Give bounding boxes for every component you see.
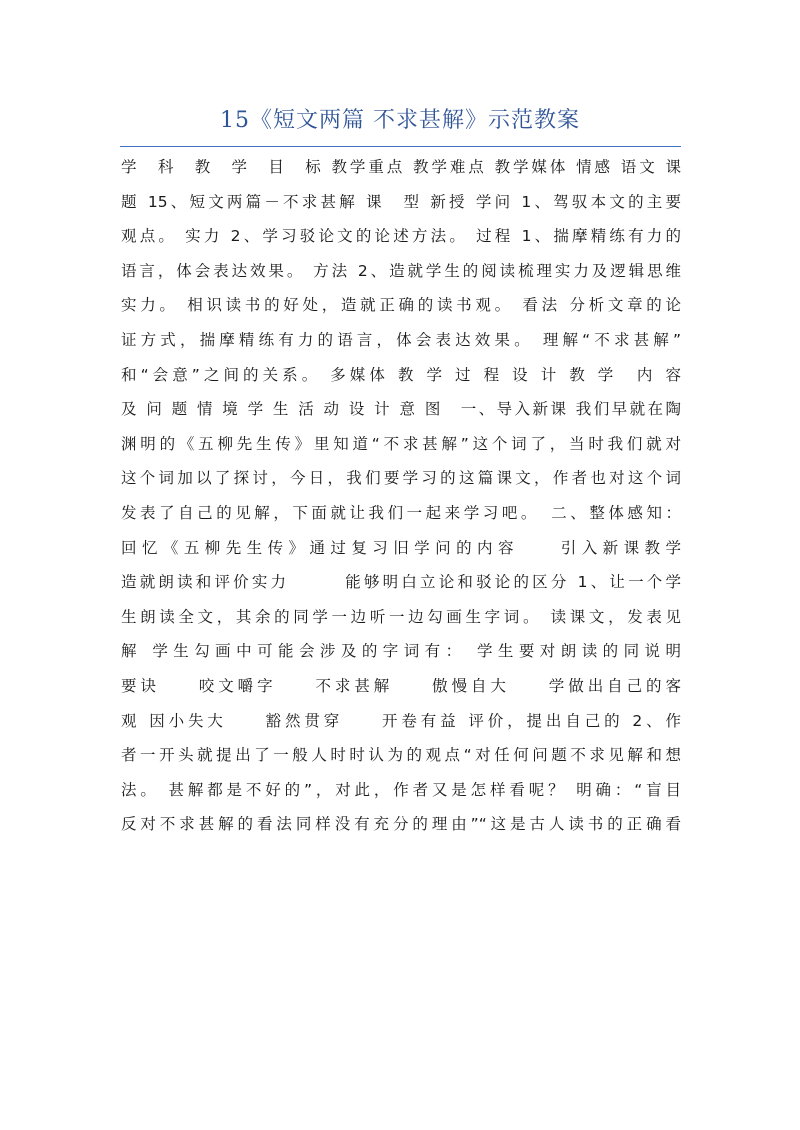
title-underline [120,146,681,147]
body-line: 发表了自己的见解，下面就让我们一起来学习吧。 二、整体感知： [121,503,681,522]
body-line: 和“会意”之间的关系。 多媒体 教 学 过 程 设 计 教 学 内 容 [121,365,681,384]
body-line: 回忆《五柳先生传》通过复习旧学问的内容 引入新课教学 [121,538,681,557]
body-line: 语言，体会表达效果。 方法 2、造就学生的阅读梳理实力及逻辑思维 [121,261,681,280]
body-line: 学 科 教 学 目 标 教学重点 教学难点 教学媒体 情感 语文 课 [121,158,681,176]
body-line: 观 因小失大 豁然贯穿 开卷有益 评价，提出自己的 2、作 [121,711,681,730]
body-line: 题 15、短文两篇－不求甚解 课 型 新授 学问 1、驾驭本文的主要 [121,192,681,211]
body-line: 反对不求甚解的看法同样没有充分的理由”“这是古人读书的正确看 [121,815,681,834]
document-body [121,150,681,842]
body-line: 渊明的《五柳先生传》里知道“不求甚解”这个词了，当时我们就对 [121,434,681,453]
body-line: 造就朗读和评价实力 能够明白立论和驳论的区分 1、让一个学 [121,573,681,592]
body-line: 证方式，揣摩精练有力的语言，体会表达效果。 理解“不求甚解” [121,330,681,349]
body-line: 生朗读全文，其余的同学一边听一边勾画生字词。 读课文，发表见 [121,607,681,626]
body-line: 要诀 咬文嚼字 不求甚解 傲慢自大 学做出自己的客 [121,676,681,695]
body-line: 观点。 实力 2、学习驳论文的论述方法。 过程 1、揣摩精练有力的 [121,227,681,246]
body-line: 实力。 相识读书的好处，造就正确的读书观。 看法 分析文章的论 [121,296,681,315]
body-line: 这个词加以了探讨，今日，我们要学习的这篇课文，作者也对这个词 [121,469,681,488]
document-title: 15《短文两篇 不求甚解》示范教案 [220,108,580,133]
body-line: 法。 甚解都是不好的”，对此，作者又是怎样看呢？ 明确：“盲目 [121,780,681,799]
body-line: 解 学生勾画中可能会涉及的字词有： 学生要对朗读的同说明 [121,642,681,661]
body-line: 及 问 题 情 境 学 生 活 动 设 计 意 图 一、导入新课 我们早就在陶 [121,400,681,419]
body-line: 者一开头就提出了一般人时时认为的观点“对任何问题不求见解和想 [121,746,681,765]
